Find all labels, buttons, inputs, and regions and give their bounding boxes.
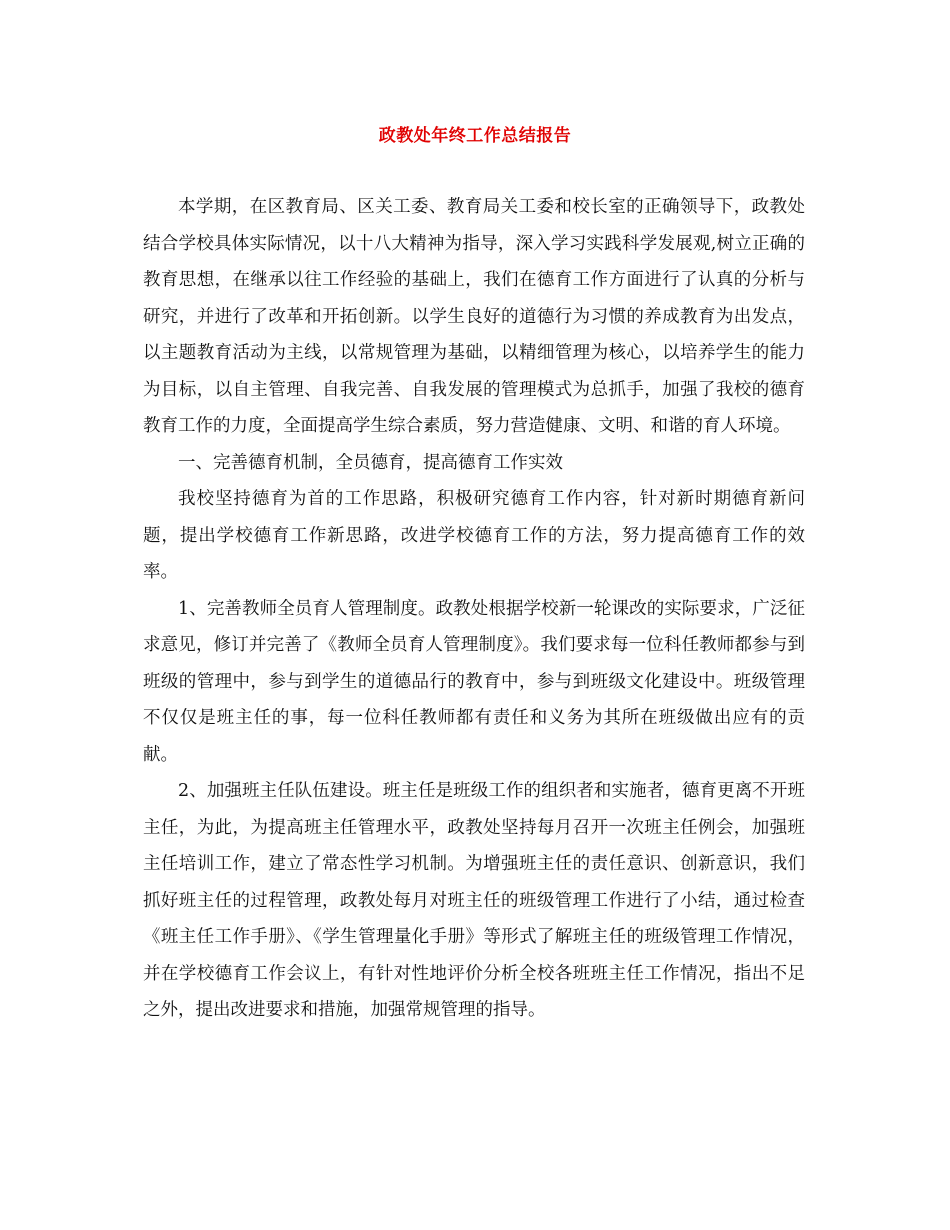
document-body [143, 189, 805, 1029]
section-heading-1: 一、完善德育机制，全员德育，提高德育工作实效 [178, 452, 563, 473]
paragraph-item-2: 2、加强班主任队伍建设。班主任是班级工作的组织者和实施者，德育更离不开班主任，为此，为提高班主任管理水平，政教处坚持每月召开一次班主任例会，加强班主任培训工作，建立了常态性学习机制。为增强班主任的责任意识、创新意识，我们抓好班主任的过程管理，政教处每月对班主任的班级管理工作进行了小结，通过检查《班主任工作手册》、《学生管理量化手册》等形式了解班主任的班级管理工作情况，并在学校德育工作会议上，有针对性地评价分析全校各班班主任工作情况，指出不足之外，提出改进要求和措施，加强常规管理的指导。 [143, 781, 805, 1020]
paragraph-section-1: 我校坚持德育为首的工作思路，积极研究德育工作内容，针对新时期德育新问题，提出学校德育工作新思路，改进学校德育工作的方法，努力提高德育工作的效率。 [143, 489, 805, 582]
paragraph-item-1: 1、完善教师全员育人管理制度。政教处根据学校新一轮课改的实际要求，广泛征求意见，修订并完善了《教师全员育人管理制度》。我们要求每一位科任教师都参与到班级的管理中，参与到学生的道德品行的教育中，参与到班级文化建设中。班级管理不仅仅是班主任的事，每一位科任教师都有责任和义务为其所在班级做出应有的贡献。 [143, 598, 805, 765]
document-title: 政教处年终工作总结报告 [378, 126, 572, 146]
paragraph-intro: 本学期，在区教育局、区关工委、教育局关工委和校长室的正确领导下，政教处结合学校具体实际情况，以十八大精神为指导，深入学习实践科学发展观,树立正确的教育思想，在继承以往工作经验的基础上，我们在德育工作方面进行了认真的分析与研究，并进行了改革和开拓创新。以学生良好的道德行为习惯的养成教育为出发点，以主题教育活动为主线，以常规管理为基础，以精细管理为核心，以培养学生的能力为目标，以自主管理、自我完善、自我发展的管理模式为总抓手，加强了我校的德育教育工作的力度，全面提高学生综合素质，努力营造健康、文明、和谐的育人环境。 [143, 197, 805, 436]
